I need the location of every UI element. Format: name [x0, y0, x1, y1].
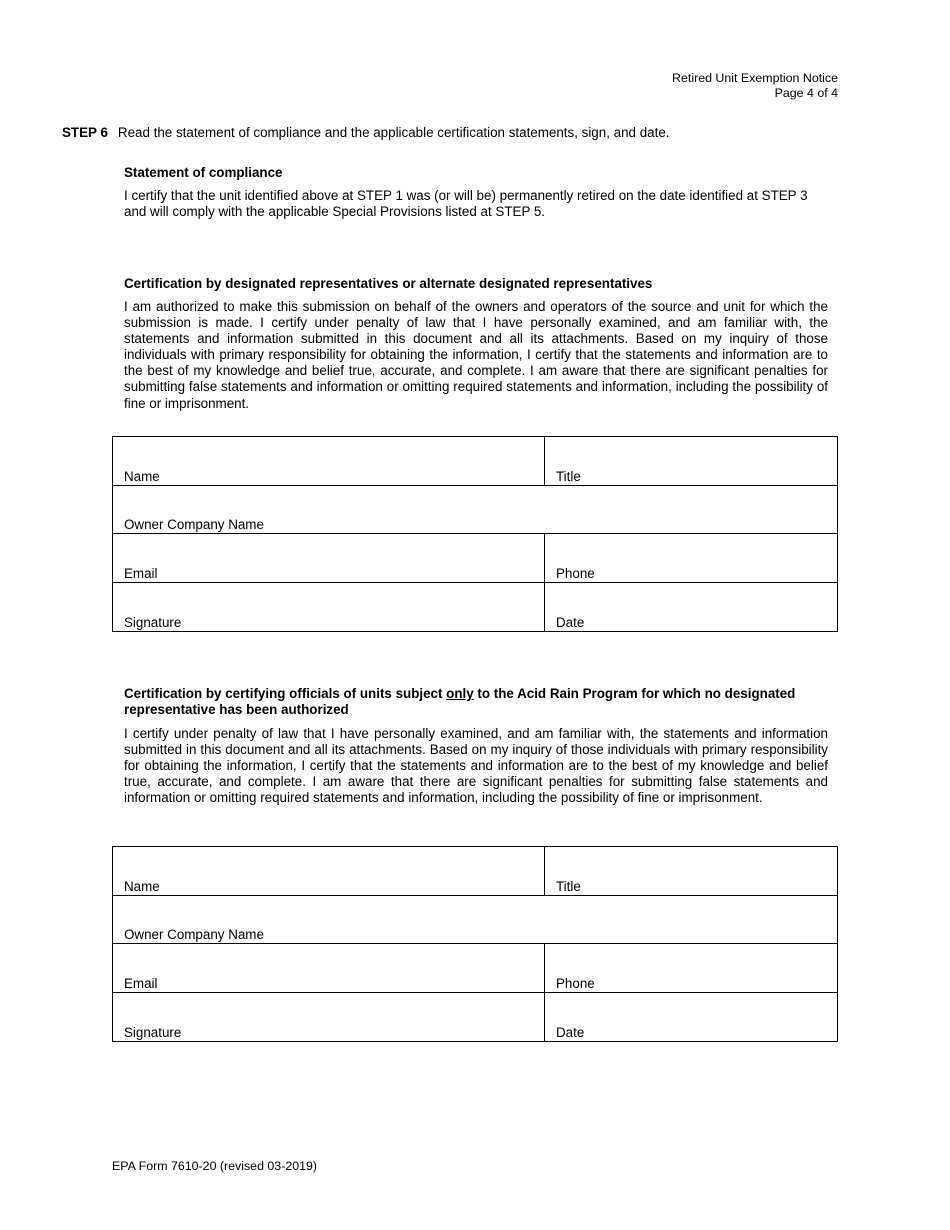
email-phone-row	[113, 534, 837, 583]
email-field[interactable]	[113, 534, 545, 582]
owner-company-label: Owner Company Name	[124, 517, 264, 532]
name-field[interactable]	[113, 437, 545, 485]
name-label: Name	[124, 878, 160, 894]
signature-field[interactable]	[113, 993, 545, 1042]
title-field[interactable]	[545, 437, 837, 485]
name-field[interactable]	[113, 847, 545, 895]
owner-company-row	[113, 486, 837, 535]
page-indicator: Page 4 of 4	[774, 86, 838, 100]
step-label: STEP 6	[62, 125, 108, 140]
owner-company-field[interactable]	[113, 486, 837, 534]
heading-part1: Certification by certifying officials of units subject	[124, 686, 447, 701]
designated-rep-text: I am authorized to make this submission on behalf of the owners and operators of the source and unit for which the submission is made. I certify under penalty of law that I have personally examined, and am familiar with, the statements and information submitted in this document and all its attachments. Based on my inquiry of those individuals with primary responsibility for obtaining the information, I certify that the statements and information are to the best of my knowledge and belief true, accurate, and complete. I am aware that there are significant penalties for submitting false statements and information or omitting required statements and information, including the possibility of fine or imprisonment.	[124, 299, 828, 411]
title-field[interactable]	[545, 847, 837, 895]
compliance-text: I certify that the unit identified above at STEP 1 was (or will be) permanently retired on the date identified at STEP 3 and will comply with the applicable Special Provisions listed at STEP 5.	[124, 188, 808, 220]
date-field[interactable]	[545, 993, 837, 1042]
owner-company-row	[113, 896, 837, 945]
date-field[interactable]	[545, 583, 837, 632]
title-label: Title	[556, 878, 581, 894]
designated-rep-heading: Certification by designated representatives or alternate designated representatives	[124, 276, 653, 291]
signature-label: Signature	[124, 615, 182, 630]
name-title-row	[113, 847, 837, 896]
signature-label: Signature	[124, 1025, 182, 1040]
owner-company-label: Owner Company Name	[124, 927, 264, 942]
form-title: Retired Unit Exemption Notice	[672, 71, 838, 85]
phone-field[interactable]	[545, 534, 837, 582]
signature-field[interactable]	[113, 583, 545, 632]
name-title-row	[113, 437, 837, 486]
designated-rep-signature-table	[112, 436, 838, 632]
email-field[interactable]	[113, 944, 545, 992]
name-label: Name	[124, 468, 160, 484]
signature-date-row	[113, 993, 837, 1042]
certifying-official-signature-table	[112, 846, 838, 1042]
date-label: Date	[556, 1025, 585, 1040]
email-phone-row	[113, 944, 837, 993]
phone-label: Phone	[556, 975, 595, 991]
title-label: Title	[556, 468, 581, 484]
phone-label: Phone	[556, 565, 595, 581]
signature-date-row	[113, 583, 837, 632]
form-footer: EPA Form 7610-20 (revised 03-2019)	[112, 1159, 318, 1173]
heading-part2: to the Acid Rain Program for which no designated representative has been authorized	[124, 686, 796, 717]
email-label: Email	[124, 565, 158, 581]
page-header	[672, 71, 838, 101]
date-label: Date	[556, 615, 585, 630]
step-6-instruction	[62, 125, 670, 141]
compliance-heading: Statement of compliance	[124, 165, 283, 180]
owner-company-field[interactable]	[113, 896, 837, 944]
heading-underlined: only	[446, 686, 474, 701]
email-label: Email	[124, 975, 158, 991]
step-instruction-text: Read the statement of compliance and the applicable certification statements, sign, and date.	[117, 125, 670, 140]
certifying-official-text: I certify under penalty of law that I have personally examined, and am familiar with, the statements and information submitted in this document and all its attachments. Based on my inquiry of those individuals with primary responsibility for obtaining the information, I certify that the statements and information are to the best of my knowledge and belief true, accurate, and complete. I am aware that there are significant penalties for submitting false statements and information or omitting required statements and information, including the possibility of fine or imprisonment.	[124, 726, 828, 806]
certifying-official-heading	[124, 686, 828, 718]
phone-field[interactable]	[545, 944, 837, 992]
